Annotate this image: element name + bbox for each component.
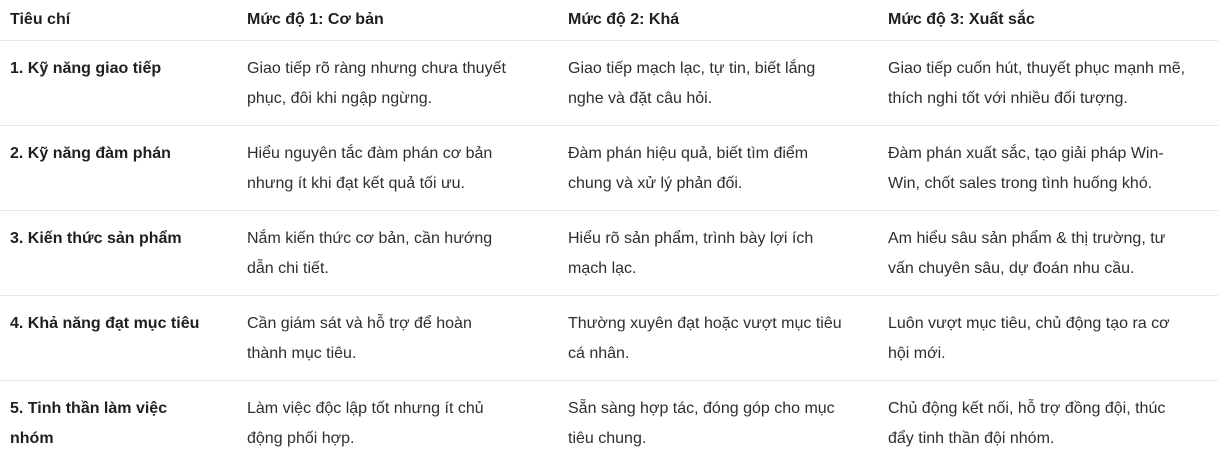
criterion-cell: 4. Khả năng đạt mục tiêu [0, 296, 247, 381]
column-header-level-3: Mức độ 3: Xuất sắc [888, 0, 1218, 41]
column-header-level-2: Mức độ 2: Khá [568, 0, 888, 41]
level-3-cell: Đàm phán xuất sắc, tạo giải pháp Win-Win, chốt sales trong tình huống khó. [888, 126, 1218, 211]
table-row [0, 126, 1218, 211]
level-3-cell: Luôn vượt mục tiêu, chủ động tạo ra cơ hội mới. [888, 296, 1218, 381]
level-2-cell: Thường xuyên đạt hoặc vượt mục tiêu cá nhân. [568, 296, 888, 381]
table-row [0, 211, 1218, 296]
level-3-cell: Chủ động kết nối, hỗ trợ đồng đội, thúc đẩy tinh thần đội nhóm. [888, 381, 1218, 465]
criterion-cell: 3. Kiến thức sản phẩm [0, 211, 247, 296]
level-3-cell: Am hiểu sâu sản phẩm & thị trường, tư vấn chuyên sâu, dự đoán nhu cầu. [888, 211, 1218, 296]
level-2-cell: Sẵn sàng hợp tác, đóng góp cho mục tiêu chung. [568, 381, 888, 465]
table-row [0, 381, 1218, 465]
level-1-cell: Giao tiếp rõ ràng nhưng chưa thuyết phục, đôi khi ngập ngừng. [247, 41, 568, 126]
column-header-criterion: Tiêu chí [0, 0, 247, 41]
level-2-cell: Hiểu rõ sản phẩm, trình bày lợi ích mạch lạc. [568, 211, 888, 296]
level-3-cell: Giao tiếp cuốn hút, thuyết phục mạnh mẽ, thích nghi tốt với nhiều đối tượng. [888, 41, 1218, 126]
level-1-cell: Làm việc độc lập tốt nhưng ít chủ động phối hợp. [247, 381, 568, 465]
level-1-cell: Nắm kiến thức cơ bản, cần hướng dẫn chi tiết. [247, 211, 568, 296]
column-header-level-1: Mức độ 1: Cơ bản [247, 0, 568, 41]
level-2-cell: Đàm phán hiệu quả, biết tìm điểm chung và xử lý phản đối. [568, 126, 888, 211]
table-header-row [0, 0, 1218, 41]
criterion-cell: 5. Tinh thần làm việc nhóm [0, 381, 247, 465]
criterion-cell: 1. Kỹ năng giao tiếp [0, 41, 247, 126]
level-1-cell: Cần giám sát và hỗ trợ để hoàn thành mục tiêu. [247, 296, 568, 381]
level-2-cell: Giao tiếp mạch lạc, tự tin, biết lắng nghe và đặt câu hỏi. [568, 41, 888, 126]
table-row [0, 41, 1218, 126]
table-row [0, 296, 1218, 381]
criterion-cell: 2. Kỹ năng đàm phán [0, 126, 247, 211]
level-1-cell: Hiểu nguyên tắc đàm phán cơ bản nhưng ít khi đạt kết quả tối ưu. [247, 126, 568, 211]
